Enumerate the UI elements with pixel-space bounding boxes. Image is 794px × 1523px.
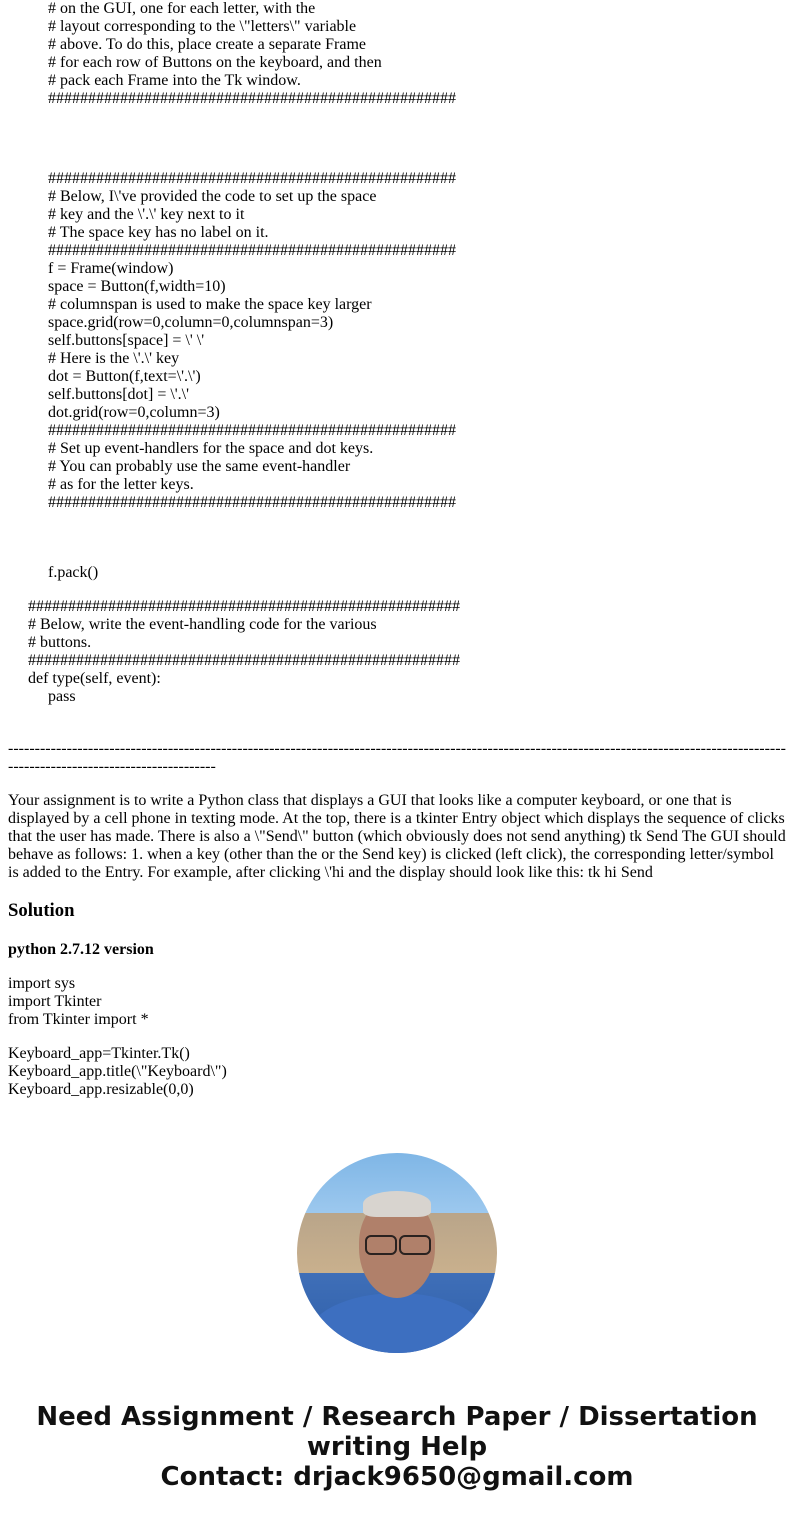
code-line: import sys <box>8 975 76 992</box>
banner-contact: Contact: drjack9650@gmail.com <box>160 1462 634 1492</box>
code-line: space = Button(f,width=10) <box>48 278 226 295</box>
code-line: import Tkinter <box>8 993 102 1010</box>
banner-line: writing Help <box>306 1432 488 1462</box>
code-line: ################################################### <box>48 422 456 439</box>
code-line: # pack each Frame into the Tk window. <box>48 72 301 89</box>
author-photo <box>297 1153 497 1353</box>
code-line: ###################################################### <box>28 652 460 669</box>
hair-shape <box>363 1191 431 1217</box>
code-line: ################################################### <box>48 170 456 187</box>
code-line: Keyboard_app=Tkinter.Tk() <box>8 1045 190 1062</box>
separator-line: ----------------------------------------------------------------------------------------------------------------------------------------------------------------------------------------- <box>8 740 786 775</box>
code-block-a <box>48 0 456 108</box>
code-line: self.buttons[space] = \' \' <box>48 332 205 349</box>
code-line: # You can probably use the same event-handler <box>48 458 351 475</box>
code-line: f.pack() <box>48 564 99 581</box>
code-line: dot.grid(row=0,column=3) <box>48 404 220 421</box>
glasses-right-icon <box>399 1235 431 1255</box>
code-line: def type(self, event): <box>28 670 161 687</box>
code-pack <box>48 564 98 582</box>
code-line: # above. To do this, place create a separate Frame <box>48 36 366 53</box>
code-block-b <box>48 170 456 512</box>
code-line: # Set up event-handlers for the space and dot keys. <box>48 440 374 457</box>
solution-heading: Solution <box>8 900 75 921</box>
glasses-left-icon <box>365 1235 397 1255</box>
code-line: ################################################### <box>48 90 456 107</box>
code-block-c <box>28 598 460 706</box>
version-heading: python 2.7.12 version <box>8 941 154 958</box>
code-line: # buttons. <box>28 634 92 651</box>
code-line: ###################################################### <box>28 598 460 615</box>
code-line: ################################################### <box>48 494 456 511</box>
code-line: Keyboard_app.title(\"Keyboard\") <box>8 1063 227 1080</box>
code-line: from Tkinter import * <box>8 1011 149 1028</box>
code-line: # The space key has no label on it. <box>48 224 269 241</box>
banner-line: Need Assignment / Research Paper / Dissertation <box>36 1402 758 1432</box>
code-line: # on the GUI, one for each letter, with the <box>48 0 316 17</box>
code-line: dot = Button(f,text=\'.\') <box>48 368 201 385</box>
code-line: # columnspan is used to make the space key larger <box>48 296 372 313</box>
code-line: Keyboard_app.resizable(0,0) <box>8 1081 194 1098</box>
contact-banner <box>0 1402 794 1492</box>
code-line: # Below, write the event-handling code for the various <box>28 616 377 633</box>
code-line: self.buttons[dot] = \'.\' <box>48 386 189 403</box>
code-line: ################################################### <box>48 242 456 259</box>
code-line: space.grid(row=0,column=0,columnspan=3) <box>48 314 334 331</box>
code-line: # key and the \'.\' key next to it <box>48 206 245 223</box>
code-line: pass <box>48 688 76 705</box>
code-line: # Here is the \'.\' key <box>48 350 180 367</box>
code-line: f = Frame(window) <box>48 260 174 277</box>
code-line: # layout corresponding to the \"letters\" variable <box>48 18 357 35</box>
code-line <box>8 1029 227 1045</box>
shirt-shape <box>307 1293 487 1353</box>
assignment-paragraph: Your assignment is to write a Python class that displays a GUI that looks like a computer keyboard, or one that is displayed by a cell phone in texting mode. At the top, there is a tkinter Entry object which displays the sequence of clicks that the user has made. There is also a \"Send\" button (which obviously does not send anything) tk Send The GUI should behave as follows: 1. when a key (other than the or the Send key) is clicked (left click), the corresponding letter/symbol is added to the Entry. For example, after clicking \'hi and the display should look like this: tk hi Send <box>8 792 786 881</box>
code-line: # for each row of Buttons on the keyboard, and then <box>48 54 382 71</box>
solution-code <box>8 975 227 1099</box>
code-line: # as for the letter keys. <box>48 476 194 493</box>
code-line: # Below, I\'ve provided the code to set up the space <box>48 188 377 205</box>
